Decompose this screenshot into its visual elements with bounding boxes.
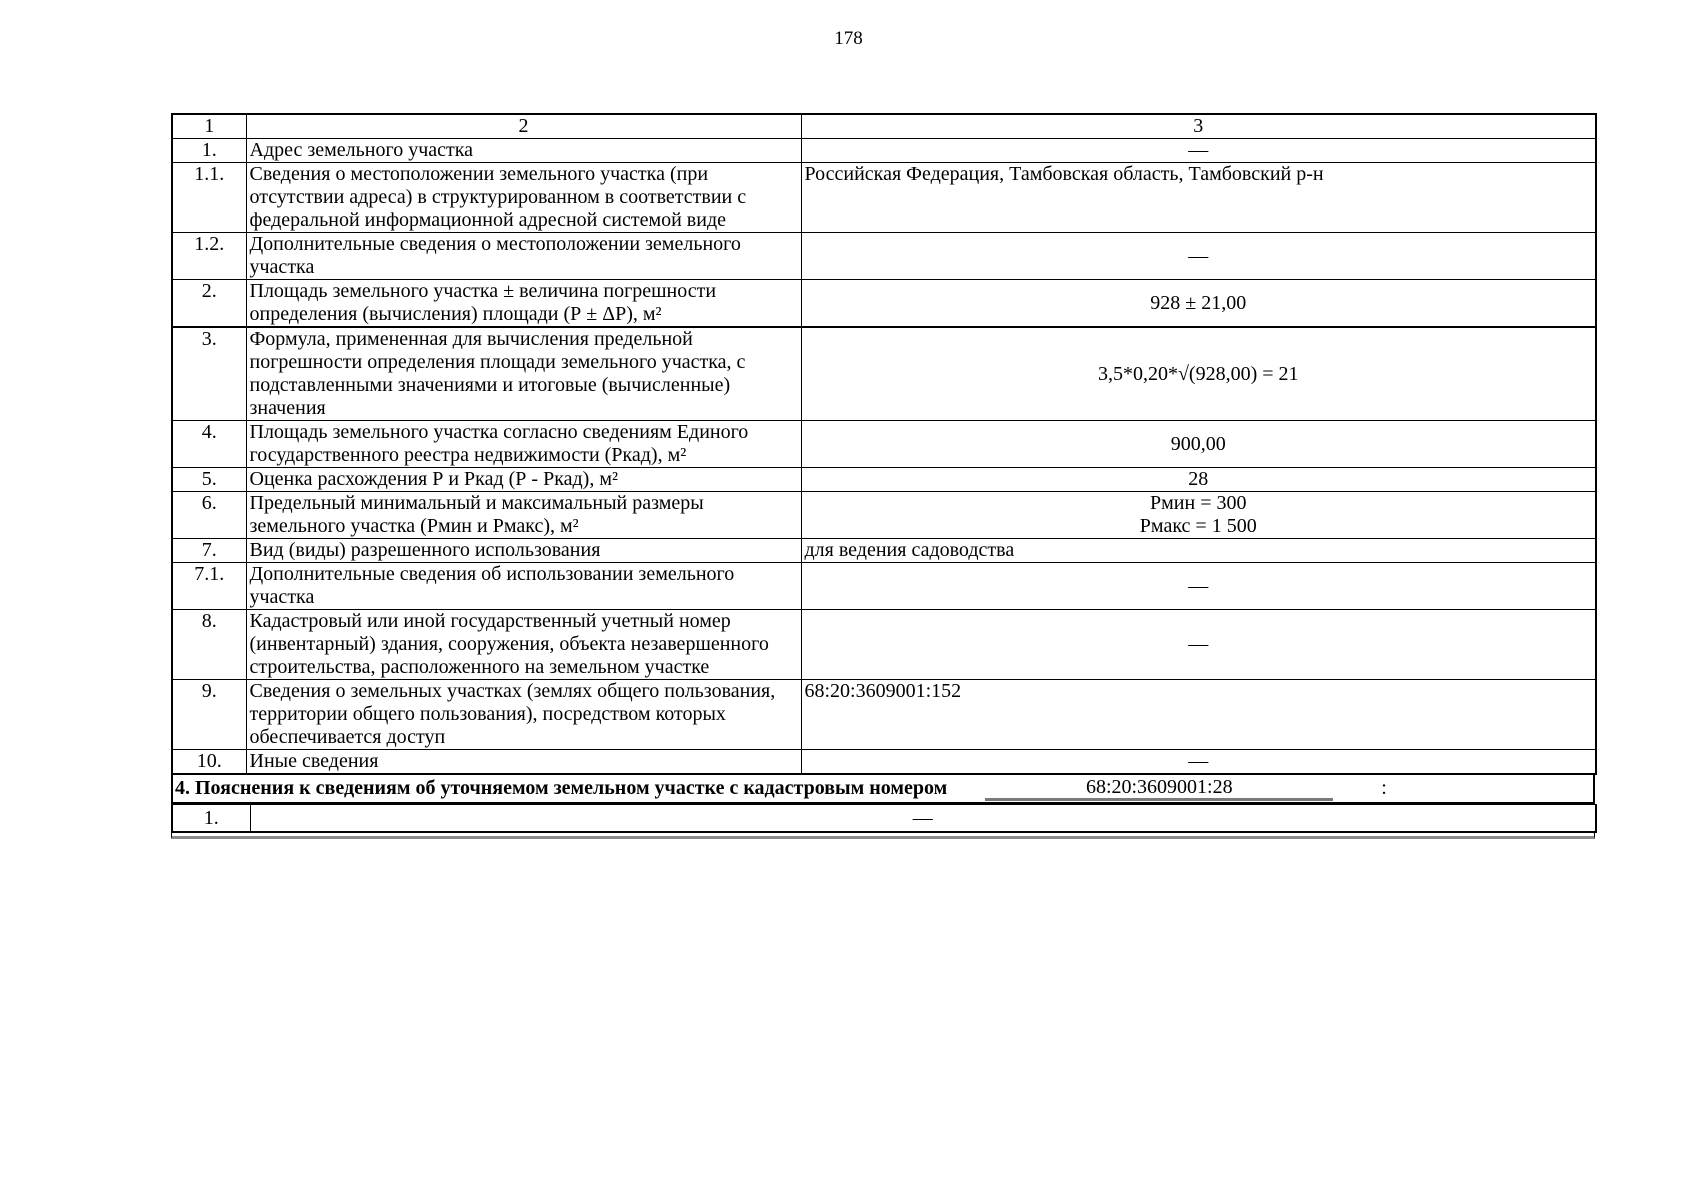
row-label: Сведения о местоположении земельного участка (при отсутствии адреса) в структурированном в соответствии с федеральной информационной адресной системой виде: [246, 163, 801, 233]
column-header-1: 1: [172, 114, 246, 139]
page-number: 178: [834, 28, 863, 49]
row-number: 1.1.: [172, 163, 246, 233]
row-number: 1.2.: [172, 233, 246, 280]
section4-cadastral-number: 68:20:3609001:28: [985, 776, 1333, 801]
row-number: 9.: [172, 680, 246, 750]
row-label: Оценка расхождения Р и Ркад (Р - Ркад), м²: [246, 468, 801, 492]
row-value: 928 ± 21,00: [801, 280, 1596, 328]
table-row: [172, 680, 1596, 750]
table-row: [172, 163, 1596, 233]
table-bottom-strip: [171, 833, 1595, 839]
row-value: —: [801, 233, 1596, 280]
section4-row: [172, 805, 1596, 833]
table-row: [172, 610, 1596, 680]
row-value-line2: Рмакс = 1 500: [1139, 515, 1257, 537]
section4-row-value: —: [250, 805, 1596, 833]
row-number: 4.: [172, 421, 246, 468]
table-row: [172, 563, 1596, 610]
row-value: [801, 492, 1596, 539]
table-row: [172, 539, 1596, 563]
row-label: Дополнительные сведения о местоположении земельного участка: [246, 233, 801, 280]
row-number: 2.: [172, 280, 246, 328]
row-value: —: [801, 563, 1596, 610]
parcel-info-table: [171, 113, 1597, 775]
column-header-3: 3: [801, 114, 1596, 139]
row-label: Площадь земельного участка согласно сведениям Единого государственного реестра недвижимости (Ркад), м²: [246, 421, 801, 468]
table-header-row: [172, 114, 1596, 139]
table-row: [172, 280, 1596, 328]
row-label: Сведения о земельных участках (землях общего пользования, территории общего пользования), посредством которых обеспечивается доступ: [246, 680, 801, 750]
row-value: 68:20:3609001:152: [801, 680, 1596, 750]
row-label: Иные сведения: [246, 750, 801, 775]
row-number: 1.: [172, 139, 246, 163]
row-value: 28: [801, 468, 1596, 492]
row-label: Вид (виды) разрешенного использования: [246, 539, 801, 563]
row-label: Предельный минимальный и максимальный размеры земельного участка (Рмин и Рмакс), м²: [246, 492, 801, 539]
table-row: [172, 468, 1596, 492]
row-value: Российская Федерация, Тамбовская область, Тамбовский р-н: [801, 163, 1596, 233]
section4-table: [171, 804, 1597, 833]
row-number: 7.: [172, 539, 246, 563]
row-value: для ведения садоводства: [801, 539, 1596, 563]
table-row: [172, 492, 1596, 539]
row-number: 10.: [172, 750, 246, 775]
row-value-line1: Рмин = 300: [1150, 492, 1247, 514]
table-row: [172, 421, 1596, 468]
row-label: Площадь земельного участка ± величина погрешности определения (вычисления) площади (Р ± ΔР), м²: [246, 280, 801, 328]
row-value: —: [801, 750, 1596, 775]
row-value: —: [801, 610, 1596, 680]
section4-title: 4. Пояснения к сведениям об уточняемом земельном участке с кадастровым номером: [175, 777, 948, 799]
row-label: Адрес земельного участка: [246, 139, 801, 163]
row-label: Дополнительные сведения об использовании земельного участка: [246, 563, 801, 610]
row-value: 3,5*0,20*√(928,00) = 21: [801, 327, 1596, 421]
row-label: Формула, примененная для вычисления предельной погрешности определения площади земельного участка, с подставленными значениями и итоговые (вычисленные) значения: [246, 327, 801, 421]
row-value: —: [801, 139, 1596, 163]
row-number: 6.: [172, 492, 246, 539]
section4-row-number: 1.: [172, 805, 250, 833]
row-label: Кадастровый или иной государственный учетный номер (инвентарный) здания, сооружения, объекта незавершенного строительства, расположенного на земельном участке: [246, 610, 801, 680]
column-header-2: 2: [246, 114, 801, 139]
row-number: 5.: [172, 468, 246, 492]
row-number: 3.: [172, 327, 246, 421]
table-row: [172, 233, 1596, 280]
row-number: 7.1.: [172, 563, 246, 610]
row-number: 8.: [172, 610, 246, 680]
cadastral-document: [171, 113, 1595, 839]
table-row: [172, 327, 1596, 421]
row-value: 900,00: [801, 421, 1596, 468]
section4-colon: :: [1381, 777, 1387, 799]
table-row: [172, 139, 1596, 163]
table-row: [172, 750, 1596, 775]
section4-heading-row: [171, 775, 1595, 804]
